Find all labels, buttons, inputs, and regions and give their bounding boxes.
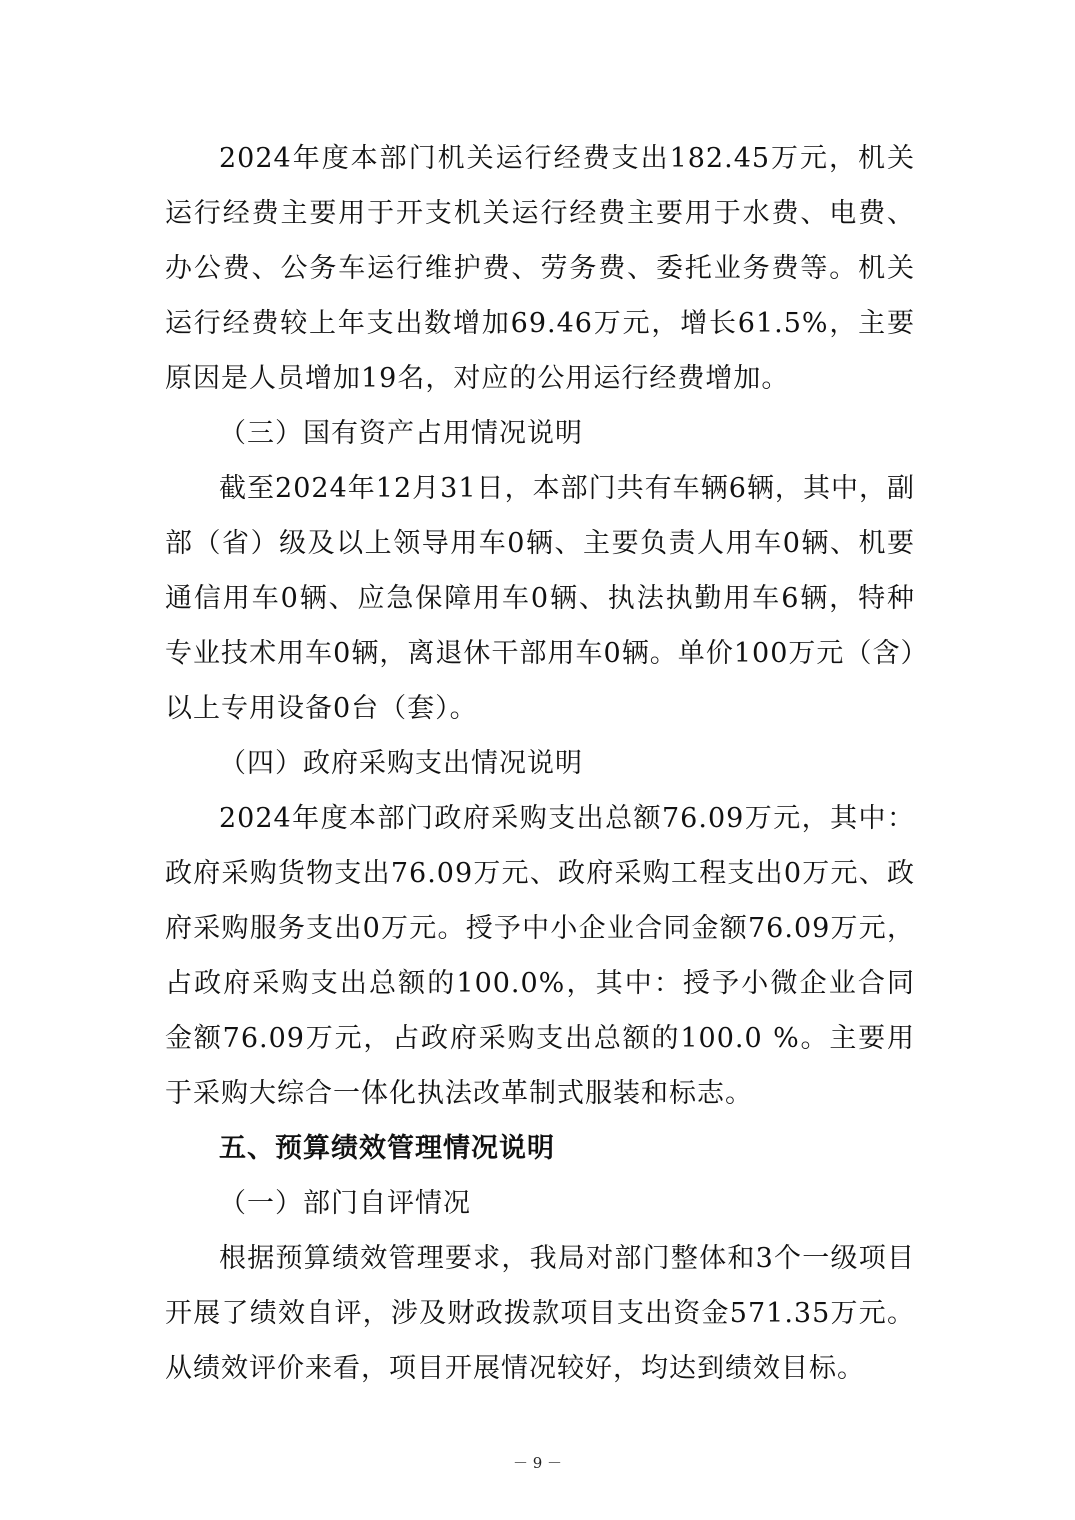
page-number: － 9 － [512,1454,563,1472]
paragraph-operating-expenses: 2024年度本部门机关运行经费支出182.45万元，机关运行经费主要用于开支机关运行经费主要用于水费、电费、办公费、公务车运行维护费、劳务费、委托业务费等。机关运行经费较上年支出数增加69.46万元，增长61.5%，主要原因是人员增加19名，对应的公用运行经费增加。 [165,143,915,394]
paragraph-self-evaluation: 根据预算绩效管理要求，我局对部门整体和3个一级项目开展了绩效自评，涉及财政拨款项目支出资金571.35万元。从绩效评价来看，项目开展情况较好，均达到绩效目标。 [165,1243,915,1384]
document-body [165,131,915,1396]
paragraph-vehicles: 截至2024年12月31日，本部门共有车辆6辆，其中，副部（省）级及以上领导用车0辆、主要负责人用车0辆、机要通信用车0辆、应急保障用车0辆、执法执勤用车6辆，特种专业技术用车0辆，离退休干部用车0辆。单价100万元（含）以上专用设备0台（套）。 [165,473,915,724]
subheading-self-evaluation: （一）部门自评情况 [219,1188,471,1219]
subheading-state-assets: （三）国有资产占用情况说明 [219,418,583,449]
subheading-government-procurement: （四）政府采购支出情况说明 [219,748,583,779]
paragraph-procurement: 2024年度本部门政府采购支出总额76.09万元，其中：政府采购货物支出76.09万元、政府采购工程支出0万元、政府采购服务支出0万元。授予中小企业合同金额76.09万元，占政府采购支出总额的100.0%，其中：授予小微企业合同金额76.09万元，占政府采购支出总额的100.0 %。主要用于采购大综合一体化执法改革制式服装和标志。 [165,803,915,1109]
heading-performance-management: 五、预算绩效管理情况说明 [219,1133,555,1164]
